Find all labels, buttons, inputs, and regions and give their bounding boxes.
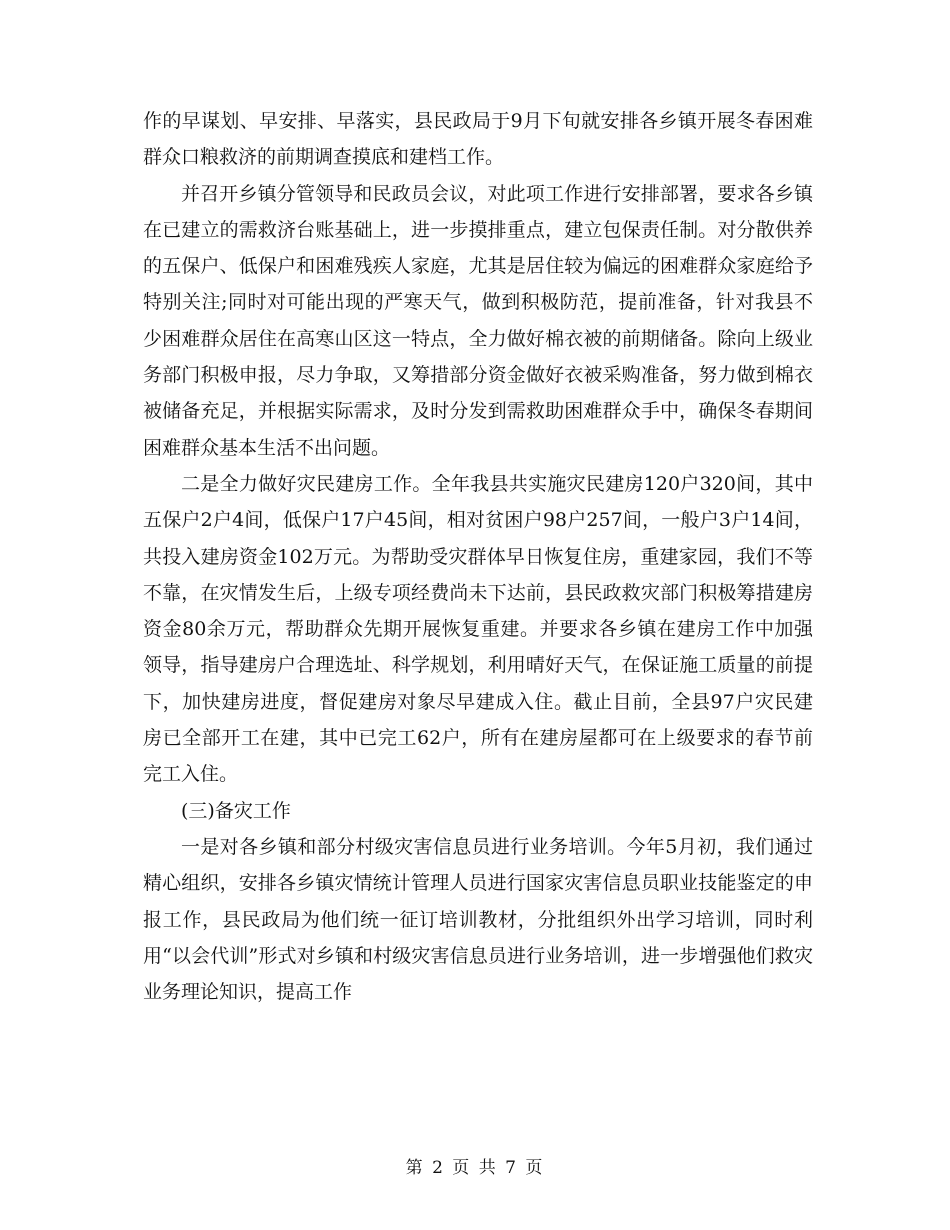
paragraph-4: 一是对各乡镇和部分村级灾害信息员进行业务培训。今年5月初，我们通过精心组织，安排各乡镇灾情统计管理人员进行国家灾害信息员职业技能鉴定的申报工作，县民政局为他们统一征订培训教材，分批组织外出学习培训，同时利用“以会代训”形式对乡镇和村级灾害信息员进行业务培训，进一步增强他们救灾业务理论知识，提高工作 <box>143 835 813 1004</box>
page-number-footer: 第 2 页 共 7 页 <box>405 1158 545 1178</box>
paragraph-2: 并召开乡镇分管领导和民政员会议，对此项工作进行安排部署，要求各乡镇在已建立的需救济台账基础上，进一步摸排重点，建立包保责任制。对分散供养的五保户、低保户和困难残疾人家庭，尤其是居住较为偏远的困难群众家庭给予特别关注;同时对可能出现的严寒天气，做到积极防范，提前准备，针对我县不少困难群众居住在高寒山区这一特点，全力做好棉衣被的前期储备。除向上级业务部门积极申报，尽力争取，又筹措部分资金做好衣被采购准备，努力做到棉衣被储备充足，并根据实际需求，及时分发到需救助困难群众手中，确保冬春期间困难群众基本生活不出问题。 <box>143 182 813 459</box>
section-heading: (三)备灾工作 <box>181 799 291 822</box>
paragraph-1: 作的早谋划、早安排、早落实，县民政局于9月下旬就安排各乡镇开展冬春困难群众口粮救济的前期调查摸底和建档工作。 <box>143 110 813 169</box>
paragraph-3: 二是全力做好灾民建房工作。全年我县共实施灾民建房120户320间，其中五保户2户4间，低保户17户45间，相对贫困户98户257间，一般户3户14间，共投入建房资金102万元。为帮助受灾群体早日恢复住房，重建家园，我们不等不靠，在灾情发生后，上级专项经费尚未下达前，县民政救灾部门积极筹措建房资金80余万元，帮助群众先期开展恢复重建。并要求各乡镇在建房工作中加强领导，指导建房户合理选址、科学规划，利用晴好天气，在保证施工质量的前提下，加快建房进度，督促建房对象尽早建成入住。截止目前，全县97户灾民建房已全部开工在建，其中已完工62户，所有在建房屋都可在上级要求的春节前完工入住。 <box>143 472 813 786</box>
document-body <box>143 103 813 1010</box>
